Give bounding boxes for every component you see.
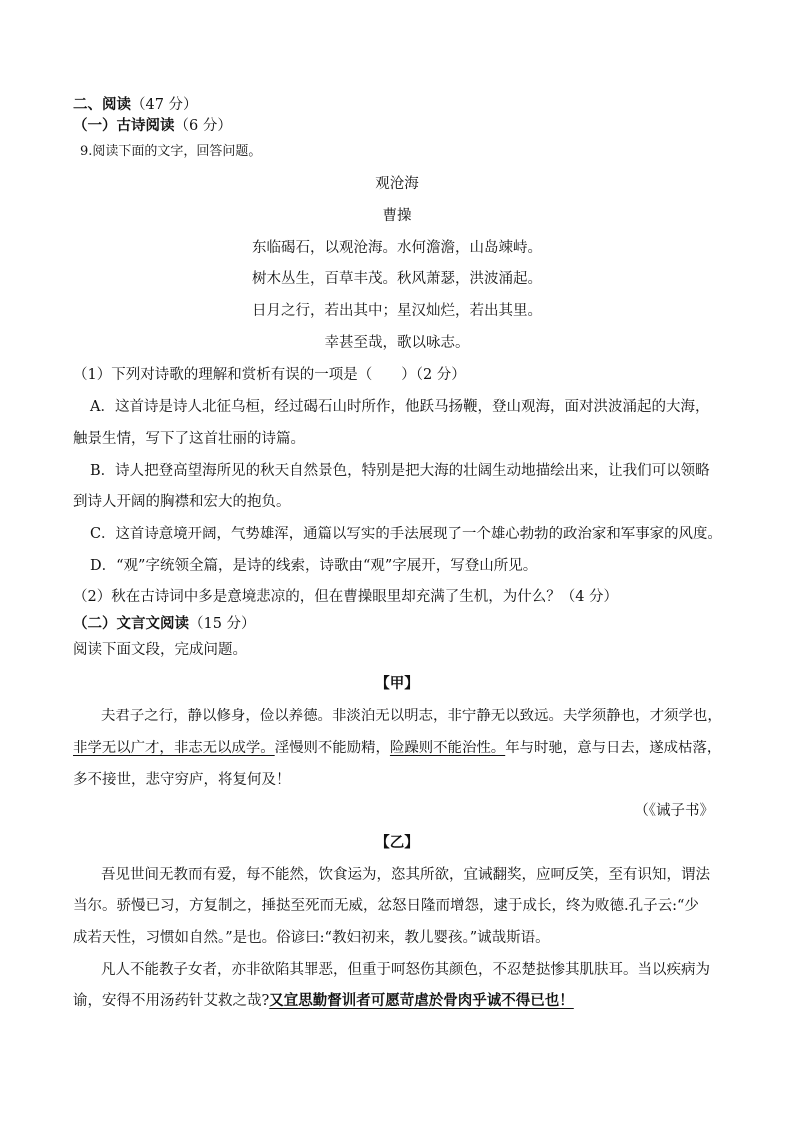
part2-heading: [73, 614, 256, 634]
section-heading: [73, 95, 198, 115]
passage-yi-line: 凡人不能教子女者，亦非欲陷其罪恶，但重于呵怒伤其颜色，不忍楚挞惨其肌肤耳。当以疾病为: [101, 962, 710, 978]
passage-yi-line: 当尔。骄慢已习，方复制之，捶挞至死而无威，忿怒日隆而增怨，逮于成长，终为败德.孔子云:“少: [73, 898, 699, 914]
question-1: （1）下列对诗歌的理解和赏析有误的一项是（ ）（2 分）: [73, 367, 466, 383]
question-2: （2）秋在古诗词中多是意境悲凉的，但在曹操眼里却充满了生机，为什么？（4 分）: [73, 589, 619, 605]
passage-yi-line: [73, 991, 574, 1011]
poem-line: 日月之行，若出其中；星汉灿烂，若出其里。: [252, 303, 542, 319]
poem-author: 曹操: [382, 208, 412, 224]
part2-title: （二）文言文阅读: [73, 616, 189, 632]
part2-points: （15 分）: [189, 616, 256, 632]
poem-line: 东临碣石，以观沧海。水何澹澹，山岛竦峙。: [252, 240, 542, 256]
passage-jia-source: （《诫子书》: [634, 803, 714, 819]
passage-yi-heading: 【乙】: [375, 835, 419, 851]
poem-title: 观沧海: [375, 176, 419, 192]
option-b: B．诗人把登高望海所见的秋天自然景色，特别是把大海的壮阔生动地描绘出来，让我们可以领略: [90, 463, 710, 479]
option-a-cont: 触景生情，写下了这首壮丽的诗篇。: [73, 431, 305, 447]
passage-jia-line: 夫君子之行，静以修身，俭以养德。非淡泊无以明志，非宁静无以致远。夫学须静也，才须学也，: [101, 708, 722, 724]
underlined-sentence: 险躁则不能治性。: [389, 740, 506, 756]
option-b-cont: 到诗人开阔的胸襟和宏大的抱负。: [73, 494, 291, 510]
poem-line: 树木丛生，百草丰茂。秋风萧瑟，洪波涌起。: [252, 271, 542, 287]
passage-text: 年与时驰，意与日去，遂成枯落，: [505, 740, 722, 756]
option-c: C．这首诗意境开阔，气势雄浑，通篇以写实的手法展现了一个雄心勃勃的政治家和军事家的风度。: [90, 526, 722, 542]
passage-text: 淫慢则不能励精，: [274, 740, 390, 756]
part1-title: （一）古诗阅读: [73, 118, 175, 134]
passage-jia-line: [73, 738, 721, 758]
part1-points: （6 分）: [174, 118, 232, 134]
passage-yi-line: 吾见世间无教而有爱，每不能然，饮食运为，恣其所欲，宜诫翻奖，应呵反笑，至有识知，谓法: [101, 867, 710, 883]
passage-yi-line: 成若天性，习惯如自然。”是也。俗谚曰:“教妇初来，教儿婴孩。”诚哉斯语。: [73, 930, 550, 946]
part1-heading: [73, 116, 232, 136]
question-intro: 9.阅读下面的文字，回答问题。: [80, 144, 262, 159]
part2-intro: 阅读下面文段，完成问题。: [73, 642, 247, 658]
option-a: A．这首诗是诗人北征乌桓，经过碣石山时所作，他跃马扬鞭，登山观海，面对洪波涌起的大海，: [90, 399, 710, 415]
section-points: （47 分）: [131, 97, 198, 113]
passage-jia-line: 多不接世，悲守穷庐，将复何及！: [73, 772, 291, 788]
passage-text: 谕，安得不用汤药针艾救之哉?: [73, 993, 270, 1009]
poem-line: 幸甚至哉，歌以咏志。: [324, 335, 470, 351]
option-d: D．“观”字统领全篇，是诗的线索，诗歌由“观”字展开，写登山所见。: [90, 558, 538, 574]
underlined-sentence: 又宜思勤督训者可愿苛虐於骨肉乎诚不得已也！: [269, 993, 574, 1009]
section-title: 二、阅读: [73, 97, 131, 113]
passage-jia-heading: 【甲】: [375, 676, 419, 692]
underlined-sentence: 非学无以广才，非志无以成学。: [73, 740, 275, 756]
